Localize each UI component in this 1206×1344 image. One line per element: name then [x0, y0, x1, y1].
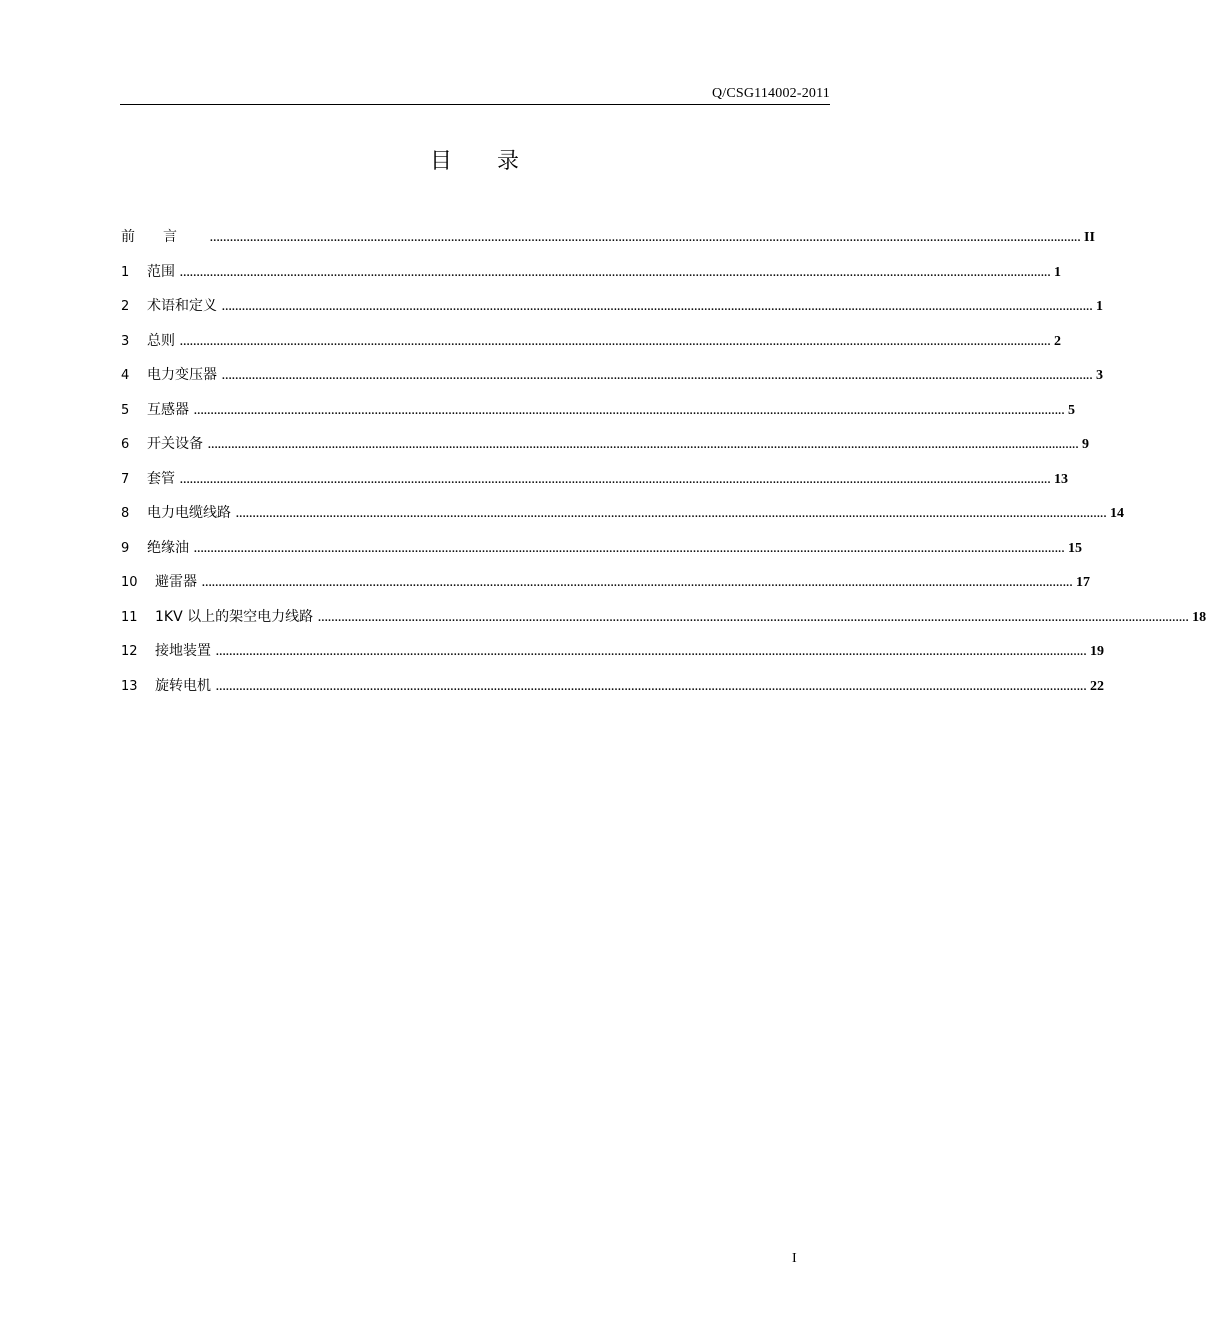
toc-entry-number: 11	[121, 609, 138, 625]
toc-entry-4[interactable]	[121, 364, 1103, 399]
toc-entry-page: 5	[1068, 402, 1075, 418]
footer-page-number: I	[792, 1251, 797, 1266]
toc-leader-dots: ....................................................................................................................................................................................................................................................................	[202, 577, 1073, 589]
toc-title	[0, 144, 950, 175]
toc-entry-label: 前言	[121, 229, 205, 245]
toc-entry-label: 范围	[147, 263, 175, 280]
toc-entry-page: 3	[1096, 368, 1103, 383]
toc-entry-page: 2	[1054, 333, 1061, 349]
toc-entry-9[interactable]	[121, 537, 1082, 572]
toc-leader-dots: ....................................................................................................................................................................................................................................................................	[318, 611, 1190, 624]
toc-leader-dots: ....................................................................................................................................................................................................................................................................	[216, 680, 1087, 693]
toc-entry-number: 6	[121, 437, 130, 452]
toc-entry-label: 术语和定义	[147, 298, 217, 314]
toc-entry-5[interactable]	[121, 399, 1075, 434]
toc-entry-page: 13	[1054, 471, 1068, 487]
toc-entry-label: 套管	[147, 470, 175, 487]
toc-leader-dots: ....................................................................................................................................................................................................................................................................	[222, 370, 1093, 382]
toc-title-left: 目	[429, 149, 453, 174]
toc-entry-8[interactable]	[121, 502, 1124, 537]
toc-entry-number: 7	[121, 471, 130, 487]
toc-entry-label: 接地装置	[155, 643, 211, 659]
toc-entry-10[interactable]	[121, 571, 1090, 606]
toc-entry-number: 9	[121, 540, 130, 556]
toc-leader-dots: ....................................................................................................................................................................................................................................................................	[222, 301, 1093, 313]
toc-entry-6[interactable]	[121, 433, 1089, 468]
toc-entry-1[interactable]	[121, 261, 1061, 296]
toc-leader-dots: ....................................................................................................................................................................................................................................................................	[194, 542, 1065, 555]
toc-entry-page: II	[1084, 230, 1095, 245]
toc-leader-dots: ....................................................................................................................................................................................................................................................................	[194, 404, 1065, 417]
toc-leader-dots: ....................................................................................................................................................................................................................................................................	[216, 646, 1087, 658]
toc-entry-11[interactable]	[121, 606, 1206, 641]
toc-entry-page: 17	[1076, 575, 1090, 590]
toc-entry-label: 电力变压器	[147, 367, 217, 383]
toc-entry-page: 1	[1054, 264, 1061, 280]
toc-entry-label: 互感器	[147, 401, 189, 418]
toc-entry-page: 14	[1110, 506, 1124, 521]
toc-entry-label: 总则	[147, 332, 175, 349]
toc-entry-number: 2	[121, 299, 130, 314]
toc-entry-number: 12	[121, 644, 138, 659]
toc-leader-dots: ....................................................................................................................................................................................................................................................................	[180, 473, 1051, 486]
toc-entry-label: 绝缘油	[147, 539, 189, 556]
toc-entry-page: 1	[1096, 299, 1103, 314]
document-code: Q/CSG114002-2011	[711, 86, 830, 101]
toc-entry-number: 10	[121, 575, 138, 590]
toc-entry-number: 5	[121, 402, 130, 418]
toc-leader-dots: ....................................................................................................................................................................................................................................................................	[180, 335, 1051, 348]
toc-entry-number: 8	[121, 506, 130, 521]
toc-entry-page: 9	[1082, 437, 1089, 452]
toc-entry-number: 1	[121, 264, 130, 280]
toc-entry-3[interactable]	[121, 330, 1061, 365]
table-of-contents	[121, 226, 1206, 709]
toc-entry-page: 15	[1068, 540, 1082, 556]
toc-entry-label: 1KV 以上的架空电力线路	[155, 608, 314, 625]
toc-leader-dots: ....................................................................................................................................................................................................................................................................	[210, 232, 1081, 244]
toc-entry-page: 19	[1090, 644, 1104, 659]
toc-entry-label: 避雷器	[155, 574, 197, 590]
toc-leader-dots: ....................................................................................................................................................................................................................................................................	[180, 266, 1051, 279]
toc-entry-2[interactable]	[121, 295, 1103, 330]
toc-leader-dots: ....................................................................................................................................................................................................................................................................	[208, 439, 1079, 451]
header-rule	[120, 104, 830, 105]
toc-entry-page: 18	[1192, 609, 1206, 625]
toc-entry-label: 电力电缆线路	[147, 505, 231, 521]
toc-entry-label: 开关设备	[147, 436, 203, 452]
toc-entry-13[interactable]	[121, 675, 1104, 710]
toc-leader-dots: ....................................................................................................................................................................................................................................................................	[236, 508, 1107, 520]
toc-entry-number: 3	[121, 333, 130, 349]
toc-entry-number: 4	[121, 368, 130, 383]
toc-entry-label: 旋转电机	[155, 677, 211, 694]
toc-entry-12[interactable]	[121, 640, 1104, 675]
toc-entry-page: 22	[1090, 678, 1104, 694]
toc-entry-7[interactable]	[121, 468, 1068, 503]
toc-title-right: 录	[497, 149, 521, 174]
toc-entry-foreword[interactable]	[121, 226, 1095, 261]
toc-entry-number: 13	[121, 678, 138, 694]
